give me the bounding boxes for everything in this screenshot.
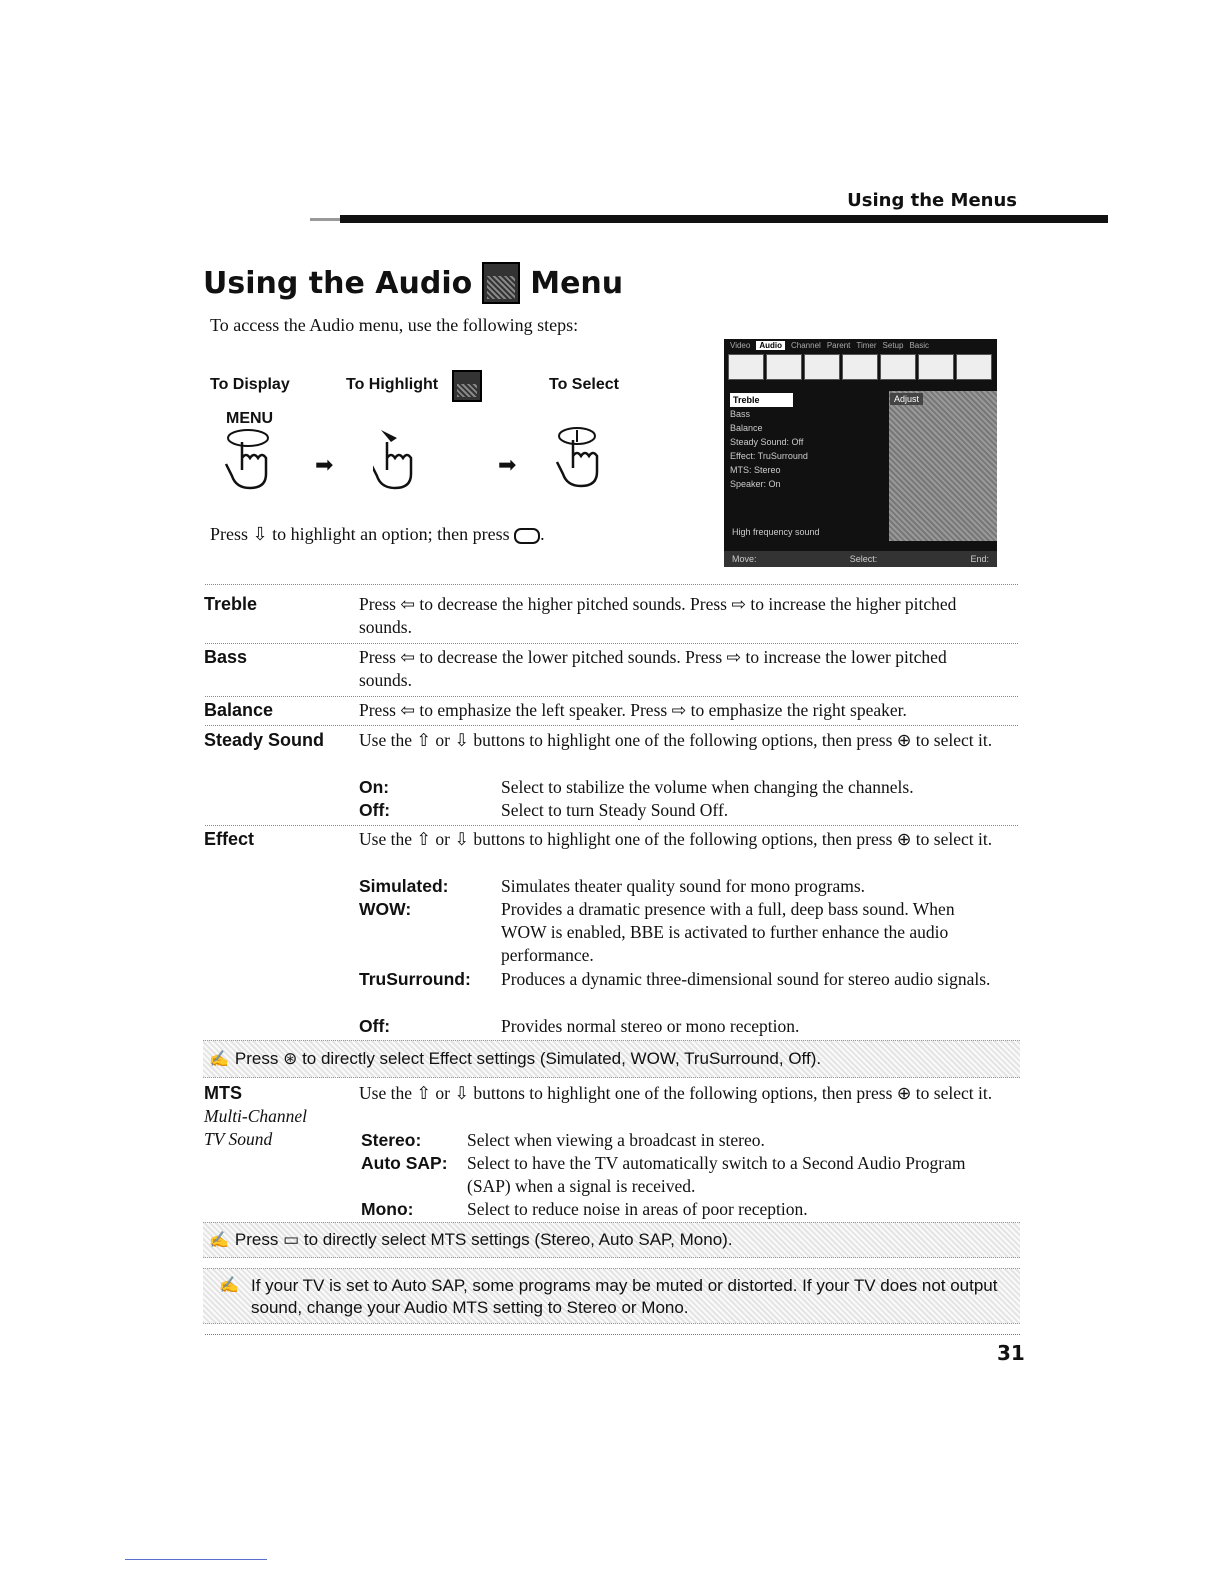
osd-tab-channel: Channel [791,341,821,350]
press-instruction: Press ⇩ to highlight an option; then press . [210,524,545,544]
osd-item-speaker: Speaker: On [730,479,781,489]
osd-tab-timer: Timer [856,341,877,350]
audio-menu-screen [724,339,997,567]
opt-stereo-desc: Select when viewing a broadcast in stereo. [467,1130,765,1150]
desc-effect: Use the ⇧ or ⇩ buttons to highlight one of the following options, then press ⊕ to select it. [359,829,993,849]
osd-move: Move: [732,554,757,564]
term-mts: MTS [204,1083,242,1103]
osd-item-balance: Balance [730,423,763,433]
opt-trusurround: TruSurround: [359,969,471,989]
note-mts [203,1222,1020,1258]
opt-trusurround-desc: Produces a dynamic three-dimensional sound for stereo audio signals. [501,969,991,989]
term-effect: Effect [204,829,255,849]
term-balance: Balance [204,700,274,720]
osd-end: End: [970,554,989,564]
pencil-note-icon: ✍ [209,1051,229,1068]
audio-icon [766,354,802,380]
note-effect-text: Press ⊛ to directly select Effect settings (Simulated, WOW, TruSurround, Off). [234,1049,822,1068]
osd-item-mts: MTS: Stereo [730,465,781,475]
osd-footer [724,551,997,567]
menu-button-label: MENU [226,410,274,427]
opt-on: On: [359,777,390,797]
intro-text: To access the Audio menu, use the following steps: [210,315,579,335]
opt-effect-off-desc: Provides normal stereo or mono reception. [501,1016,800,1036]
opt-wow-desc: Provides a dramatic presence with a full, deep bass sound. When WOW is enabled, BBE is activated to further enhance the audio performance. [501,899,955,965]
title-text-after: Menu [530,265,624,301]
parent-icon [842,354,878,380]
hand-joystick-icon [373,426,433,498]
osd-item-steady: Steady Sound: Off [730,437,804,447]
osd-item-bass: Bass [730,409,751,419]
step-display: To Display [210,376,290,393]
osd-hint: High frequency sound [732,527,820,537]
note-mts-text: Press ▭ to directly select MTS settings (Stereo, Auto SAP, Mono). [234,1230,733,1249]
page-title [203,262,623,304]
osd-icon-row [724,352,997,382]
osd-tabs [724,339,997,352]
opt-on-desc: Select to stabilize the volume when changing the channels. [501,777,914,797]
osd-item-effect: Effect: TruSurround [730,451,808,461]
arrow-right-icon: ➡ [315,452,334,477]
note-auto-sap [203,1268,1020,1324]
desc-balance: Press ⇦ to emphasize the left speaker. Press ⇨ to emphasize the right speaker. [359,700,907,720]
hand-press-select-icon [555,426,615,498]
osd-tab-basic: Basic [909,341,930,350]
osd-adjust-label: Adjust [890,393,923,405]
opt-simulated-desc: Simulates theater quality sound for mono programs. [501,876,866,896]
setup-icon [918,354,954,380]
page-number: 31 [997,1341,1025,1365]
pencil-note-icon: ✍ [219,1277,239,1294]
mts-subtitle-2: TV Sound [204,1129,273,1149]
step-select: To Select [549,376,619,393]
opt-simulated: Simulated: [359,876,449,896]
note-effect [203,1040,1020,1078]
opt-auto-sap: Auto SAP: [361,1153,448,1173]
desc-steady-sound: Use the ⇧ or ⇩ buttons to highlight one of the following options, then press ⊕ to select it. [359,730,993,750]
down-arrow-icon: ⇩ [252,524,268,544]
osd-item-treble: Treble [730,393,793,407]
desc-treble: Press ⇦ to decrease the higher pitched sounds. Press ⇨ to increase the higher pitched sounds. [359,594,957,637]
osd-tab-audio: Audio [756,341,785,350]
desc-mts: Use the ⇧ or ⇩ buttons to highlight one of the following options, then press ⊕ to select it. [359,1083,993,1103]
channel-icon [804,354,840,380]
term-treble: Treble [204,594,258,614]
osd-tab-parent: Parent [826,341,851,350]
osd-tab-video: Video [730,341,751,350]
note-sap-text: If your TV is set to Auto SAP, some programs may be muted or distorted. If your TV does not output sound, change your Audio MTS setting to Stereo or Mono. [251,1276,998,1317]
osd-preview-pane [889,391,997,541]
press-word: Press [210,524,249,544]
osd-tab-setup: Setup [882,341,904,350]
opt-off-desc: Select to turn Steady Sound Off. [501,800,729,820]
divider [205,584,1018,585]
term-steady-sound: Steady Sound [204,730,325,750]
opt-stereo: Stereo: [361,1130,422,1150]
opt-effect-off: Off: [359,1016,391,1036]
opt-off: Off: [359,800,391,820]
audio-menu-icon [482,262,520,304]
mts-subtitle-1: Multi-Channel [204,1106,308,1126]
header-rule [340,215,1108,223]
arrow-right-icon-2: ➡ [498,452,517,477]
opt-mono: Mono: [361,1199,414,1219]
bottom-rule [205,1334,1020,1335]
divider [205,643,1018,644]
divider [205,825,1018,826]
desc-bass: Press ⇦ to decrease the lower pitched sounds. Press ⇨ to increase the lower pitched sounds. [359,647,947,690]
basic-icon [956,354,992,380]
select-button-icon [514,528,540,544]
opt-wow: WOW: [359,899,412,919]
press-middle: to highlight an option; then press [272,524,510,544]
opt-auto-sap-desc: Select to have the TV automatically switch to a Second Audio Program (SAP) when a signal is received. [467,1153,966,1196]
divider [205,696,1018,697]
divider [205,725,1018,726]
osd-select: Select: [849,554,878,564]
running-header: Using the Menus [847,190,1017,211]
video-icon [728,354,764,380]
opt-mono-desc: Select to reduce noise in areas of poor reception. [467,1199,808,1219]
step-highlight: To Highlight [346,376,439,393]
osd-menu-list [730,393,890,491]
term-bass: Bass [204,647,248,667]
audio-menu-icon-small [452,370,482,402]
hand-press-menu-icon [224,428,280,498]
timer-icon [880,354,916,380]
title-text-before: Using the Audio [203,265,473,301]
footer-line [125,1559,267,1560]
pencil-note-icon: ✍ [209,1232,229,1249]
